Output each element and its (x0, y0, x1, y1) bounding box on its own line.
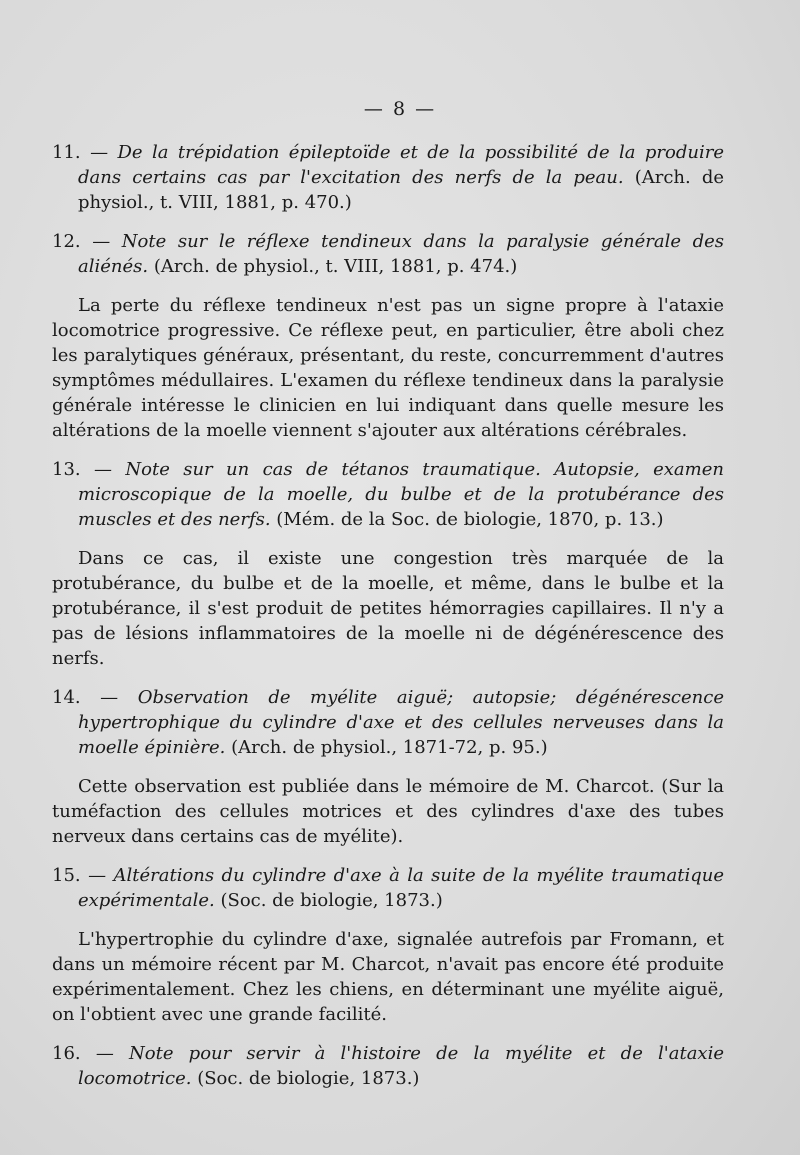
entry-title: — Note sur un cas de tétanos traumatique. Autopsie, examen microscopique de la moelle, du bulbe et de la protubérance des muscles et des nerfs. (78, 459, 724, 530)
bibliography-entry-15 (52, 863, 724, 913)
bibliography-entry-16 (52, 1041, 724, 1091)
entry-number: 13. (52, 459, 81, 480)
entry-summary-15: L'hypertrophie du cylindre d'axe, signalée autrefois par Fromann, et dans un mémoire récent par M. Charcot, n'avait pas encore été produite expérimentalement. Chez les chiens, en déterminant une myélite aiguë, on l'obtient avec une grande facilité. (52, 929, 724, 1025)
entry-number: 14. (52, 687, 81, 708)
entry-number: 15. (52, 865, 81, 886)
bibliography-entry-13 (52, 457, 724, 532)
entry-title: — Observation de myélite aiguë; autopsie; dégénérescence hypertrophique du cylindre d'axe et des cellules nerveuses dans la moelle épinière. (78, 687, 724, 758)
entry-number: 12. (52, 231, 81, 252)
entry-reference: (Mém. de la Soc. de biologie, 1870, p. 13.) (270, 509, 664, 530)
entry-summary-12: La perte du réflexe tendineux n'est pas un signe propre à l'ataxie locomotrice progressive. Ce réflexe peut, en particulier, être aboli chez les paralytiques généraux, présentant, du reste, concurremment d'autres symptômes médullaires. L'examen du réflexe tendineux dans la paralysie générale intéresse le clinicien en lui indiquant dans quelle mesure les altérations de la moelle viennent s'ajouter aux altérations cérébrales. (52, 295, 724, 441)
bibliography-entry-14 (52, 685, 724, 760)
page-number: — 8 — (363, 98, 437, 120)
entry-reference: (Soc. de biologie, 1873.) (214, 890, 443, 911)
bibliography-entry-12 (52, 229, 724, 279)
entry-title: — Note sur le réflexe tendineux dans la paralysie générale des aliénés. (78, 231, 724, 277)
entry-number: 16. (52, 1043, 81, 1064)
entry-title: — Note pour servir à l'histoire de la myélite et de l'ataxie locomotrice. (78, 1043, 724, 1089)
entry-title: — Altérations du cylindre d'axe à la suite de la myélite traumatique expérimentale. (78, 865, 724, 911)
entry-title: — De la trépidation épileptoïde et de la possibilité de la produire dans certains cas par l'excitation des nerfs de la peau. (78, 142, 724, 188)
bibliography-entry-11 (52, 140, 724, 215)
page-content (52, 140, 724, 1105)
entry-summary-14: Cette observation est publiée dans le mémoire de M. Charcot. (Sur la tuméfaction des cellules motrices et des cylindres d'axe des tubes nerveux dans certains cas de myélite). (52, 776, 724, 847)
entry-reference: (Arch. de physiol., 1871-72, p. 95.) (225, 737, 548, 758)
entry-summary-13: Dans ce cas, il existe une congestion très marquée de la protubérance, du bulbe et de la moelle, et même, dans le bulbe et la protubérance, il s'est produit de petites hémorragies capillaires. Il n'y a pas de lésions inflammatoires de la moelle ni de dégénérescence des nerfs. (52, 548, 724, 669)
entry-reference: (Arch. de physiol., t. VIII, 1881, p. 474.) (148, 256, 518, 277)
entry-reference: (Soc. de biologie, 1873.) (191, 1068, 420, 1089)
entry-number: 11. (52, 142, 81, 163)
entry-reference: (Arch. de physiol., t. VIII, 1881, p. 470.) (78, 167, 724, 213)
